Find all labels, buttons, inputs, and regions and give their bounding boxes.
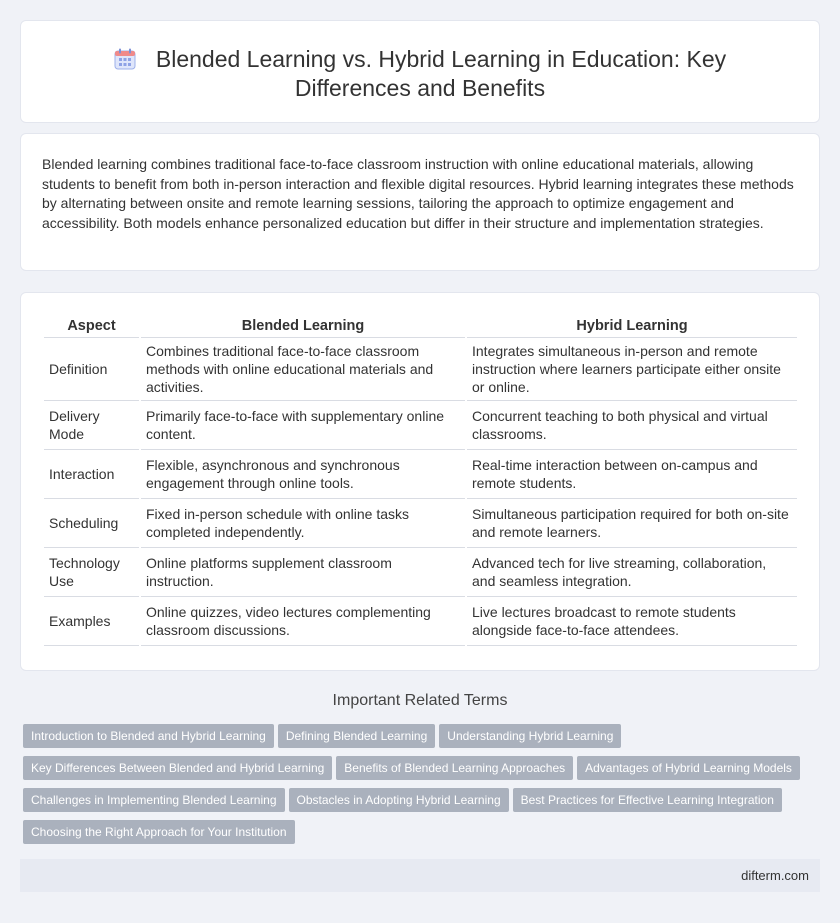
related-term-tag[interactable]: Best Practices for Effective Learning Integration — [513, 788, 782, 812]
header-aspect: Aspect — [44, 315, 139, 338]
page-title-text: Blended Learning vs. Hybrid Learning in Education: Key Differences and Benefits — [155, 46, 727, 101]
comparison-table — [42, 315, 799, 646]
table-header-row — [44, 315, 797, 338]
hybrid-cell: Live lectures broadcast to remote students alongside face-to-face attendees. — [467, 597, 797, 646]
blended-cell: Primarily face-to-face with supplementary online content. — [141, 401, 465, 450]
hybrid-cell: Simultaneous participation required for both on-site and remote learners. — [467, 499, 797, 548]
related-terms-title: Important Related Terms — [332, 692, 508, 709]
related-term-tag[interactable]: Key Differences Between Blended and Hybrid Learning — [23, 756, 332, 780]
table-row — [44, 450, 797, 499]
blended-cell: Flexible, asynchronous and synchronous engagement through online tools. — [141, 450, 465, 499]
comparison-card — [20, 292, 820, 671]
intro-card — [20, 133, 820, 271]
footer — [20, 859, 820, 892]
related-term-tag[interactable]: Introduction to Blended and Hybrid Learning — [23, 724, 274, 748]
aspect-cell: Technology Use — [44, 548, 139, 597]
aspect-cell: Examples — [44, 597, 139, 646]
table-row — [44, 597, 797, 646]
related-term-tag[interactable]: Choosing the Right Approach for Your Institution — [23, 820, 295, 844]
table-row — [44, 548, 797, 597]
blended-cell: Combines traditional face-to-face classroom methods with online educational materials and activities. — [141, 338, 465, 401]
related-term-tag[interactable]: Challenges in Implementing Blended Learning — [23, 788, 285, 812]
related-term-tag[interactable]: Defining Blended Learning — [278, 724, 435, 748]
hybrid-cell: Integrates simultaneous in-person and remote instruction where learners participate either onsite or online. — [467, 338, 797, 401]
header-card — [20, 20, 820, 123]
hybrid-cell: Real-time interaction between on-campus and remote students. — [467, 450, 797, 499]
hybrid-cell: Concurrent teaching to both physical and virtual classrooms. — [467, 401, 797, 450]
header-hybrid: Hybrid Learning — [467, 315, 797, 338]
blended-cell: Fixed in-person schedule with online tasks completed independently. — [141, 499, 465, 548]
footer-site-link[interactable]: difterm.com — [741, 868, 809, 883]
aspect-cell: Interaction — [44, 450, 139, 499]
blended-cell: Online platforms supplement classroom instruction. — [141, 548, 465, 597]
related-term-tag[interactable]: Obstacles in Adopting Hybrid Learning — [289, 788, 509, 812]
page-title — [21, 45, 819, 103]
related-term-tag[interactable]: Understanding Hybrid Learning — [439, 724, 621, 748]
related-terms-list — [23, 724, 813, 852]
header-blended: Blended Learning — [141, 315, 465, 338]
calendar-icon — [114, 48, 136, 70]
intro-paragraph: Blended learning combines traditional face-to-face classroom instruction with online educational materials, allowing students to benefit from both in-person interaction and flexible digital resources. Hybrid learning integrates these methods by alternating between onsite and remote learning sessions, tailoring the approach to optimize engagement and accessibility. Both models enhance personalized education but differ in their structure and implementation strategies. — [42, 156, 794, 231]
table-row — [44, 401, 797, 450]
aspect-cell: Definition — [44, 338, 139, 401]
hybrid-cell: Advanced tech for live streaming, collaboration, and seamless integration. — [467, 548, 797, 597]
table-row — [44, 338, 797, 401]
aspect-cell: Scheduling — [44, 499, 139, 548]
related-term-tag[interactable]: Benefits of Blended Learning Approaches — [336, 756, 573, 780]
aspect-cell: Delivery Mode — [44, 401, 139, 450]
related-term-tag[interactable]: Advantages of Hybrid Learning Models — [577, 756, 800, 780]
table-row — [44, 499, 797, 548]
blended-cell: Online quizzes, video lectures complementing classroom discussions. — [141, 597, 465, 646]
